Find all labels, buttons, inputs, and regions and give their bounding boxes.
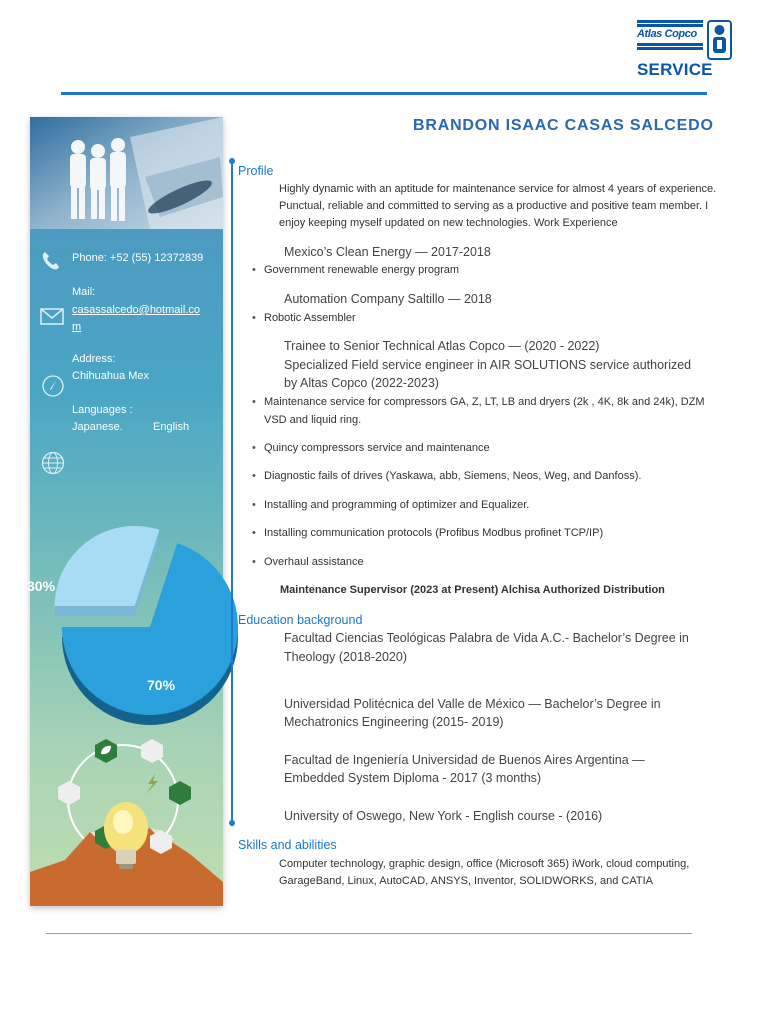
job-bullet: • Installing and programming of optimizer and Equalizer. (264, 496, 724, 514)
language-english: English (153, 421, 190, 433)
phone-icon (40, 250, 62, 272)
language-pie-chart (27, 527, 223, 717)
education-entry: Theology (2018-2020) (284, 650, 407, 664)
atlas-copco-service-logo (637, 20, 733, 80)
skills-line: Computer technology, graphic design, office (Microsoft 365) iWork, cloud computing, (279, 858, 690, 870)
logo-stripe (637, 47, 703, 50)
compass-icon (42, 375, 64, 397)
job-title: Mexico’s Clean Energy — 2017-2018 (284, 245, 491, 259)
service-technician-icon (707, 20, 732, 60)
sidebar (27, 117, 223, 906)
address-label: Address: (72, 353, 116, 365)
current-position: Maintenance Supervisor (2023 at Present) Alchisa Authorized Distribution (280, 584, 665, 596)
timeline-line (231, 160, 233, 826)
logo-brand-text: Atlas Copco (637, 28, 697, 40)
business-people-photo (30, 117, 223, 229)
pie-label-30: 30% (27, 578, 56, 594)
logo-stripe (637, 20, 703, 23)
job-bullet: • Maintenance service for compressors GA, Z, LT, LB and dryers (2k , 4K, 8k and 24k), DZM VSD and liquid ring. (264, 393, 724, 429)
languages-label: Languages : (72, 404, 133, 416)
timeline-dot (229, 820, 235, 826)
globe-icon (41, 451, 65, 475)
address-value: Chihuahua Mex (72, 370, 150, 382)
profile-heading: Profile (238, 164, 274, 178)
email-link[interactable]: casassalcedo@hotmail.co (72, 304, 200, 316)
job-bullet: • Quincy compressors service and maintenance (264, 439, 724, 457)
skills-heading: Skills and abilities (238, 838, 337, 852)
mail-label: Mail: (72, 286, 96, 298)
job-title: by Altas Copco (2022-2023) (284, 376, 439, 390)
job-title: Specialized Field service engineer in AIR SOLUTIONS service authorized (284, 358, 692, 372)
job-bullet: • Diagnostic fails of drives (Yaskawa, abb, Siemens, Neos, Weg, and Danfoss). (264, 467, 724, 485)
education-heading: Education background (238, 613, 363, 627)
timeline-dot (229, 158, 235, 164)
education-entry: Facultad Ciencias Teológicas Palabra de Vida A.C.- Bachelor’s Degree in (284, 631, 689, 645)
job-bullet: • Robotic Assembler (264, 309, 724, 327)
footer-rule (46, 933, 692, 934)
phone-number: Phone: +52 (55) 12372839 (72, 252, 204, 264)
education-entry: University of Oswego, New York - English course - (2016) (284, 809, 603, 823)
profile-line: Highly dynamic with an aptitude for maintenance service for almost 4 years of experience. (279, 183, 717, 195)
pie-label-70: 70% (147, 677, 176, 693)
logo-stripe (637, 43, 703, 46)
education-entry: Embedded System Diploma - 2017 (3 months) (284, 771, 542, 785)
mail-icon (40, 308, 64, 325)
job-title: Automation Company Saltillo — 2018 (284, 292, 492, 306)
language-japanese: Japanese. (72, 421, 123, 433)
pie-slice-30 (55, 526, 160, 606)
profile-line: Punctual, reliable and committed to serving as a productive and positive team member. I (279, 200, 709, 212)
header-rule (61, 92, 707, 95)
job-bullet: • Government renewable energy program (264, 261, 724, 279)
job-bullet: • Installing communication protocols (Profibus Modbus profinet TCP/IP) (264, 524, 724, 542)
education-entry: Universidad Politécnica del Valle de México — Bachelor’s Degree in (284, 697, 661, 711)
profile-line: enjoy keeping myself updated on new technologies. Work Experience (279, 217, 618, 229)
logo-stripe (637, 24, 703, 27)
job-title: Trainee to Senior Technical Atlas Copco — (2020 - 2022) (284, 339, 600, 353)
skills-line: GarageBand, Linux, AutoCAD, ANSYS, Inventor, SOLIDWORKS, and CATIA (279, 875, 653, 887)
eco-energy-illustration (30, 732, 223, 906)
job-bullet: • Overhaul assistance (264, 553, 724, 571)
education-entry: Mechatronics Engineering (2015- 2019) (284, 715, 504, 729)
education-entry: Facultad de Ingeniería Universidad de Buenos Aires Argentina — (284, 753, 645, 767)
email-link-continued[interactable]: m (72, 321, 82, 333)
logo-service-text: SERVICE (637, 60, 713, 79)
candidate-name: BRANDON ISAAC CASAS SALCEDO (413, 117, 714, 134)
